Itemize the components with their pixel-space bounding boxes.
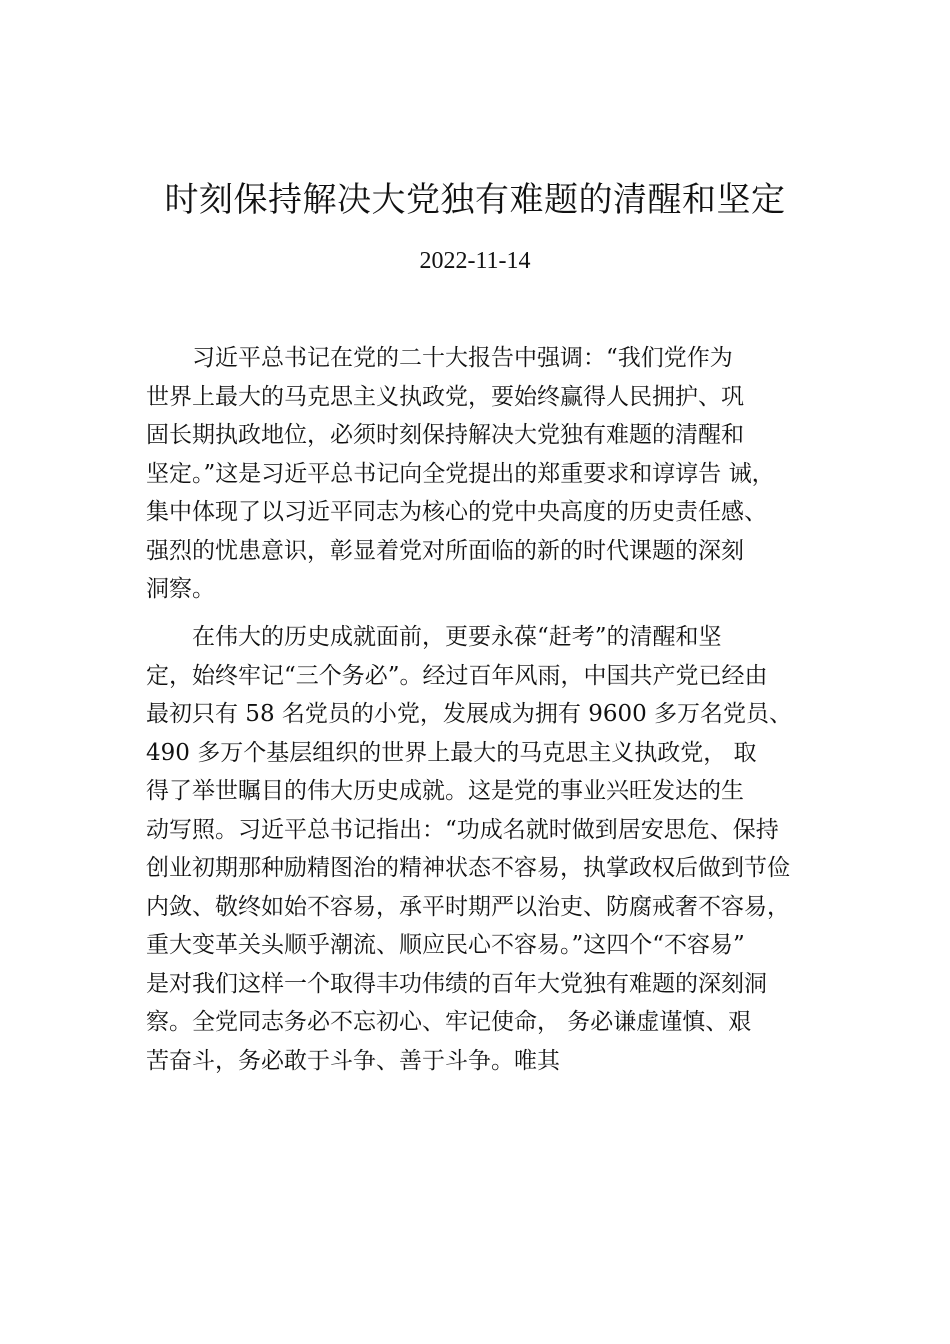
paragraph-line: 世界上最大的马克思主义执政党，要始终赢得人民拥护、巩 (146, 383, 744, 410)
paragraph-line (146, 1080, 826, 1119)
paragraph-line: 定，始终牢记“三个务必”。经过百年风雨，中国共产党已经由 (146, 662, 768, 689)
paragraph-line: 苦奋斗，务必敢于斗争、善于斗争。唯其 (146, 1047, 560, 1074)
paragraph-line: 在伟大的历史成就面前，更要永葆“赶考”的清醒和坚 (146, 624, 722, 650)
paragraph-line: 察。全党同志务必不忘初心、牢记使命， 务必谦虚谨慎、艰 (146, 1009, 752, 1035)
paragraph-line: 动写照。习近平总书记指出：“功成名就时做到居安思危、保持 (146, 816, 779, 843)
paragraph-line: 固长期执政地位，必须时刻保持解决大党独有难题的清醒和 (146, 422, 744, 448)
publish-date: 2022-11-14 (419, 248, 531, 274)
paragraph-line: 内敛、敬终如始不容易，承平时期严以治吏、防腐戒奢不容易， (146, 893, 790, 920)
paragraph-line: 坚定。”这是习近平总书记向全党提出的郑重要求和谆谆告 诫， (146, 460, 775, 487)
paragraph-2 (146, 618, 826, 1119)
paragraph-line: 创业初期那种励精图治的精神状态不容易，执掌政权后做到节俭 (146, 855, 790, 881)
paragraph-line: 是对我们这样一个取得丰功伟绩的百年大党独有难题的深刻洞 (146, 970, 767, 997)
paragraph-line: 490 多万个基层组织的世界上最大的马克思主义执政党， 取 (146, 739, 757, 766)
paragraph-line: 得了举世瞩目的伟大历史成就。这是党的事业兴旺发达的生 (146, 778, 744, 804)
paragraph-1 (146, 339, 826, 609)
paragraph-line: 习近平总书记在党的二十大报告中强调：“我们党作为 (146, 345, 733, 371)
paragraph-line: 集中体现了以习近平同志为核心的党中央高度的历史责任感、 (146, 499, 767, 525)
paragraph-line: 强烈的忧患意识，彰显着党对所面临的新的时代课题的深刻 (146, 537, 744, 564)
paragraph-line: 洞察。 (146, 576, 215, 602)
paragraph-line: 重大变革关头顺乎潮流、顺应民心不容易。”这四个“不容易” (146, 932, 745, 958)
paragraph-line: 最初只有 58 名党员的小党，发展成为拥有 9600 多万名党员、 (146, 701, 793, 727)
document-title: 时刻保持解决大党独有难题的清醒和坚定 (164, 180, 786, 220)
